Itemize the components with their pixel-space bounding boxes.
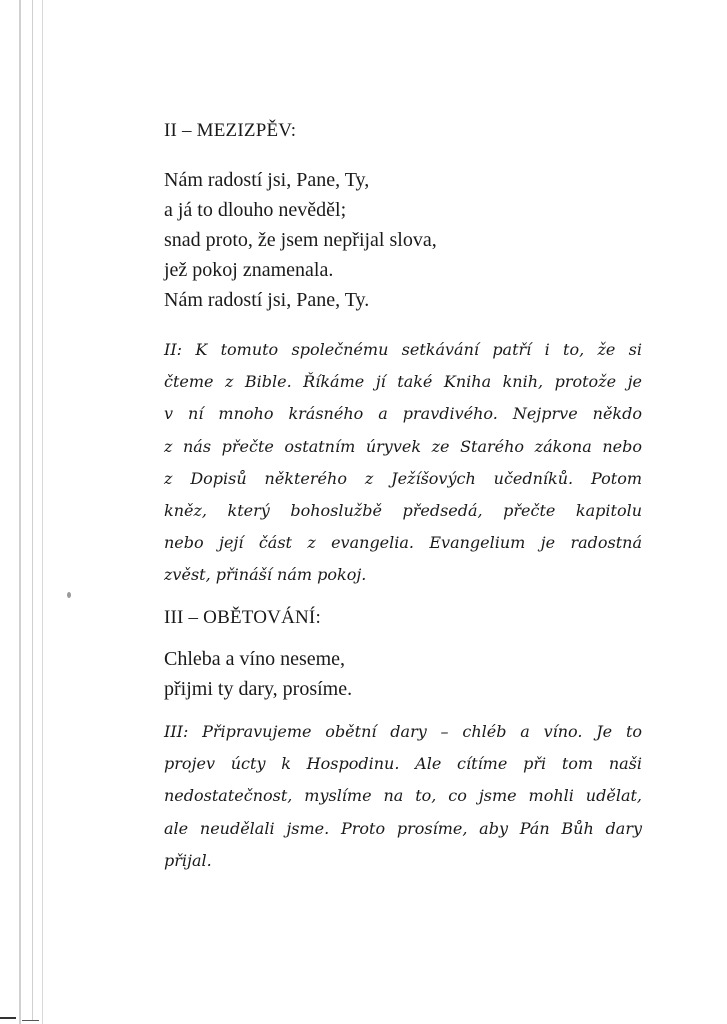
- verse-line: Nám radostí jsi, Pane, Ty.: [164, 289, 370, 311]
- commentary-line: z Dopisů některého z Ježíšových učedníků. Potom: [164, 468, 642, 488]
- commentary-line: nedostatečnost, myslíme na to, co jsme mohli udělat,: [164, 786, 642, 806]
- verse-line: snad proto, že jsem nepřijal slova,: [164, 229, 437, 251]
- verse-block-obetovani: [164, 644, 352, 704]
- page-stack-corner: [22, 1020, 39, 1021]
- section-heading-mezizpev: II – MEZIZPĚV:: [164, 120, 297, 141]
- commentary-line: přijal.: [164, 850, 212, 870]
- verse-line: Chleba a víno neseme,: [164, 648, 346, 670]
- verse-line: jež pokoj znamenala.: [164, 259, 334, 281]
- commentary-line: z nás přečte ostatním úryvek ze Starého zákona nebo: [164, 436, 642, 456]
- verse-line: přijmi ty dary, prosíme.: [164, 678, 353, 700]
- commentary-line: nebo její část z evangelia. Evangelium je radostná: [164, 533, 642, 553]
- commentary-line: kněz, který bohoslužbě předsedá, přečte kapitolu: [164, 500, 642, 520]
- page-stack-corner: [0, 1017, 16, 1019]
- commentary-obetovani: [164, 716, 642, 877]
- commentary-line: III: Připravujeme obětní dary – chléb a víno. Je to: [164, 722, 642, 741]
- page-stack-edge: [42, 0, 43, 1024]
- commentary-line: zvěst, přináší nám pokoj.: [164, 565, 367, 585]
- verse-block-mezizpev: [164, 165, 437, 315]
- verse-line: a já to dlouho nevěděl;: [164, 199, 347, 221]
- page-stack-edge: [19, 0, 21, 1024]
- commentary-line: II: K tomuto společnému setkávání patří i to, že si: [164, 340, 642, 359]
- section-heading-obetovani: III – OBĚTOVÁNÍ:: [164, 607, 321, 628]
- commentary-line: ale neudělali jsme. Proto prosíme, aby Pán Bůh dary: [164, 818, 642, 838]
- commentary-line: projev úcty k Hospodinu. Ale cítíme při tom naši: [164, 754, 642, 774]
- commentary-line: v ní mnoho krásného a pravdivého. Nejprve někdo: [164, 404, 642, 424]
- scan-speck: [67, 592, 71, 598]
- commentary-mezizpev: [164, 334, 642, 592]
- commentary-line: čteme z Bible. Říkáme jí také Kniha knih, protože je: [164, 372, 642, 392]
- page-stack-edge: [32, 0, 33, 1020]
- verse-line: Nám radostí jsi, Pane, Ty,: [164, 169, 370, 191]
